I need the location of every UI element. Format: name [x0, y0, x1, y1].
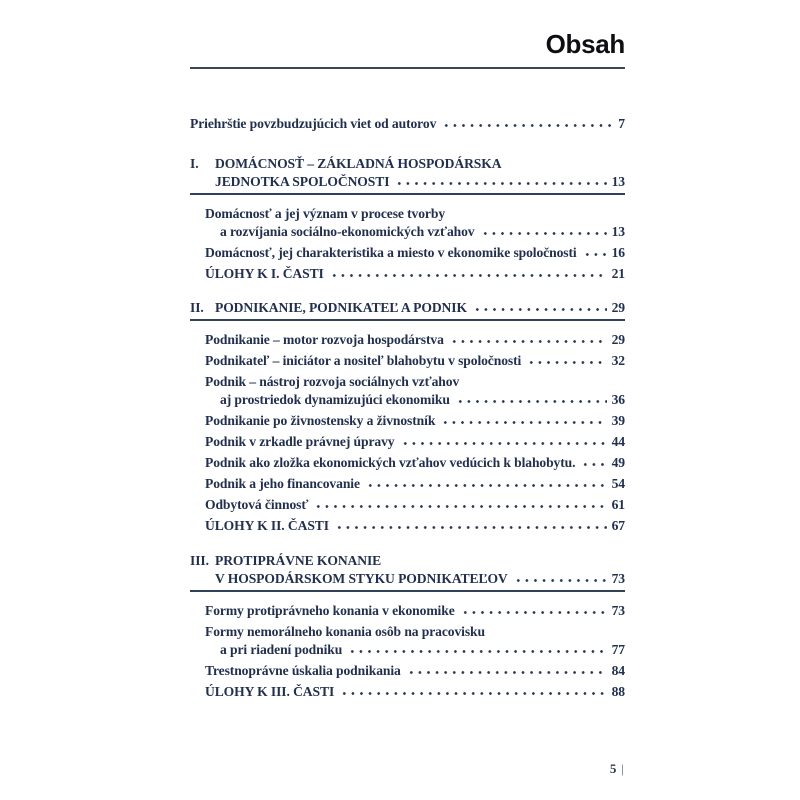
- toc-entry: [190, 373, 625, 409]
- toc-entry: [190, 602, 625, 620]
- dot-leader: [314, 496, 606, 514]
- toc-entry-label: Trestnoprávne úskalia podnikania: [205, 663, 401, 678]
- toc-entry-page: 32: [611, 353, 625, 368]
- toc-entry-page: 29: [611, 332, 625, 347]
- dot-leader: [527, 352, 606, 370]
- toc-entry-label: Podnikateľ – iniciátor a nositeľ blahobytu v spoločnosti: [205, 353, 522, 368]
- toc-entry-label: ÚLOHY K I. ČASTI: [205, 266, 324, 281]
- dot-leader: [335, 517, 607, 535]
- dot-leader: [366, 475, 607, 493]
- toc-entry-label: Priehrštie povzbudzujúcich viet od autorov: [190, 116, 437, 131]
- toc-entry: [190, 412, 625, 430]
- page-footer: [610, 761, 624, 776]
- footer-page-number: 5: [609, 761, 617, 776]
- toc-entry-page: 77: [611, 642, 625, 657]
- toc-entry: [190, 454, 625, 472]
- toc-entry: [190, 352, 625, 370]
- section-entries: [190, 205, 625, 283]
- section-entries: [190, 331, 625, 535]
- section-heading: [190, 299, 625, 321]
- toc-entry-page: 16: [611, 245, 625, 260]
- title-rule: [190, 67, 625, 69]
- footer-separator: |: [621, 761, 624, 776]
- dot-leader: [450, 331, 607, 349]
- toc-entry-label: Podnik – nástroj rozvoja sociálnych vzťahov: [205, 374, 460, 389]
- section-heading-line: [190, 552, 625, 570]
- dot-leader: [348, 641, 606, 659]
- toc-entry-label: Podnik ako zložka ekonomických vzťahov vedúcich k blahobytu.: [205, 455, 576, 470]
- toc-entry-label: Podnik a jeho financovanie: [205, 476, 360, 491]
- toc-entry-wrap-line: [205, 641, 625, 659]
- toc-entry-page: 7: [618, 116, 625, 131]
- toc-entry-page: 73: [611, 603, 625, 618]
- table-of-contents: [190, 115, 625, 701]
- toc-entry-page: 67: [611, 518, 625, 533]
- section-heading-line: [190, 570, 625, 588]
- content-column: [190, 0, 625, 776]
- toc-entry-wrap-label: a rozvíjania sociálno-ekonomických vzťahov: [220, 224, 475, 239]
- toc-entry-label: Podnikanie po živnostensky a živnostník: [205, 413, 436, 428]
- dot-leader: [401, 433, 607, 451]
- dot-leader: [583, 244, 607, 262]
- toc-entry-page: 39: [611, 413, 625, 428]
- dot-leader: [456, 391, 607, 409]
- toc-entry: [190, 433, 625, 451]
- section-page: 29: [611, 300, 625, 315]
- toc-entry-label: Formy protiprávneho konania v ekonomike: [205, 603, 455, 618]
- toc-entry: [190, 331, 625, 349]
- dot-leader: [481, 223, 607, 241]
- toc-entry: [190, 496, 625, 514]
- toc-entry-page: 44: [611, 434, 625, 449]
- page-title: Obsah: [545, 29, 625, 59]
- toc-entry-page: 21: [611, 266, 625, 281]
- section-heading-line: [190, 299, 625, 317]
- dot-leader: [514, 570, 607, 588]
- dot-leader: [461, 602, 607, 620]
- section-number: III.: [190, 553, 209, 568]
- toc-entry: [190, 244, 625, 262]
- toc-entry: [190, 517, 625, 535]
- section-heading: [190, 155, 625, 195]
- toc-entry-label: ÚLOHY K II. ČASTI: [205, 518, 329, 533]
- toc-entry-page: 88: [611, 684, 625, 699]
- dot-leader: [330, 265, 607, 283]
- section-heading-line: [190, 173, 625, 191]
- section-number: I.: [190, 156, 199, 171]
- toc-entry-page: 84: [611, 663, 625, 678]
- toc-entry-label: ÚLOHY K III. ČASTI: [205, 684, 335, 699]
- toc-entry-label: Odbytová činnosť: [205, 497, 309, 512]
- section-page: 13: [611, 174, 625, 189]
- section-title-line: V HOSPODÁRSKOM STYKU PODNIKATEĽOV: [215, 571, 508, 586]
- section-title-line: PROTIPRÁVNE KONANIE: [215, 553, 382, 568]
- toc-entry-wrap-line: [205, 223, 625, 241]
- toc-entry-page: 54: [611, 476, 625, 491]
- dot-leader: [581, 454, 606, 472]
- toc-entry: [190, 115, 625, 133]
- toc-entry-page: 49: [611, 455, 625, 470]
- toc-entry-wrap-label: a pri riadení podniku: [220, 642, 343, 657]
- toc-entry-page: 61: [611, 497, 625, 512]
- dot-leader: [340, 683, 606, 701]
- toc-entry: [190, 265, 625, 283]
- section-title-line: PODNIKANIE, PODNIKATEĽ A PODNIK: [215, 300, 467, 315]
- dot-leader: [407, 662, 607, 680]
- toc-entry: [190, 205, 625, 241]
- toc-entry-label: Formy nemorálneho konania osôb na pracovisku: [205, 624, 485, 639]
- toc-entry-label: Podnik v zrkadle právnej úpravy: [205, 434, 395, 449]
- toc-entry-label: Domácnosť, jej charakteristika a miesto v ekonomike spoločnosti: [205, 245, 577, 260]
- dot-leader: [395, 173, 606, 191]
- section-title-line: DOMÁCNOSŤ – ZÁKLADNÁ HOSPODÁRSKA: [215, 156, 502, 171]
- section-page: 73: [611, 571, 625, 586]
- toc-entry-wrap-label: aj prostriedok dynamizujúci ekonomiku: [220, 392, 450, 407]
- toc-entry-label: Podnikanie – motor rozvoja hospodárstva: [205, 332, 444, 347]
- dot-leader: [442, 115, 613, 133]
- toc-entry: [190, 475, 625, 493]
- section-title-line: JEDNOTKA SPOLOČNOSTI: [215, 174, 390, 189]
- toc-entry-label: Domácnosť a jej význam v procese tvorby: [205, 206, 446, 221]
- toc-entry-page: 36: [611, 392, 625, 407]
- section-entries: [190, 602, 625, 701]
- dot-leader: [441, 412, 606, 430]
- dot-leader: [473, 299, 607, 317]
- toc-entry-page: 13: [611, 224, 625, 239]
- toc-entry: [190, 683, 625, 701]
- section-number: II.: [190, 300, 204, 315]
- toc-entry: [190, 623, 625, 659]
- toc-entry: [190, 662, 625, 680]
- toc-entry-wrap-line: [205, 391, 625, 409]
- section-heading-line: [190, 155, 625, 173]
- section-heading: [190, 552, 625, 592]
